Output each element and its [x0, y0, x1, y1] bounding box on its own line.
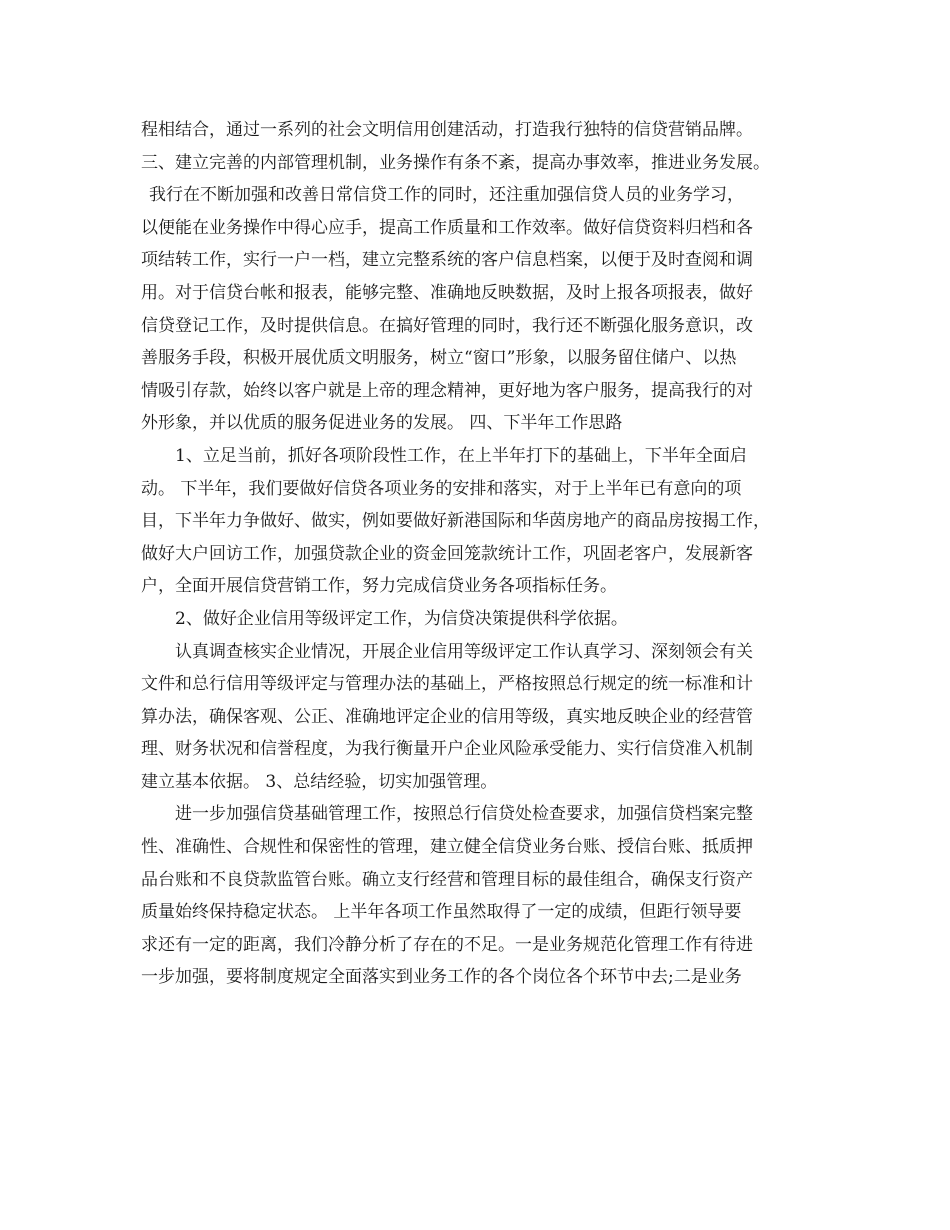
text-line: 外形象，并以优质的服务促进业务的发展。 四、下半年工作思路: [141, 413, 623, 434]
text-line: 建立基本依据。 3、总结经验，切实加强管理。: [141, 771, 498, 792]
text-line: 善服务手段，积极开展优质文明服务，树立“窗口”形象，以服务留住储户、以热: [141, 348, 737, 369]
text-line: 求还有一定的距离，我们冷静分析了存在的不足。一是业务规范化管理工作有待进: [141, 934, 753, 955]
text-line: 动。 下半年，我们要做好信贷各项业务的安排和落实，对于上半年已有意向的项: [141, 478, 742, 499]
text-line: 文件和总行信用等级评定与管理办法的基础上，严格按照总行规定的统一标准和计: [141, 674, 753, 695]
text-line: 一步加强，要将制度规定全面落实到业务工作的各个岗位各个环节中去;二是业务: [141, 967, 742, 988]
text-line: 项结转工作，实行一户一档，建立完整系统的客户信息档案，以便于及时查阅和调: [141, 250, 753, 271]
text-line: 三、建立完善的内部管理机制，业务操作有条不紊，提高办事效率，推进业务发展。: [141, 152, 770, 173]
text-line: 做好大户回访工作，加强贷款企业的资金回笼款统计工作，巩固老客户，发展新客: [141, 543, 753, 564]
text-line: 以便能在业务操作中得心应手，提高工作质量和工作效率。做好信贷资料归档和各: [141, 217, 753, 238]
text-line: 我行在不断加强和改善日常信贷工作的同时，还注重加强信贷人员的业务学习，: [149, 185, 744, 206]
text-line: 算办法，确保客观、公正、准确地评定企业的信用等级，真实地反映企业的经营管: [141, 706, 753, 727]
text-line: 认真调查核实企业情况，开展企业信用等级评定工作认真学习、深刻领会有关: [175, 641, 753, 662]
text-line: 性、准确性、合规性和保密性的管理，建立健全信贷业务台账、授信台账、抵质押: [141, 837, 753, 858]
text-line: 用。对于信贷台帐和报表，能够完整、准确地反映数据，及时上报各项报表，做好: [141, 282, 753, 303]
text-line: 理、财务状况和信誉程度，为我行衡量开户企业风险承受能力、实行信贷准入机制: [141, 739, 753, 760]
text-line: 信贷登记工作，及时提供信息。在搞好管理的同时，我行还不断强化服务意识，改: [141, 315, 753, 336]
text-line: 2、做好企业信用等级评定工作，为信贷决策提供科学依据。: [175, 608, 628, 629]
text-line: 1、立足当前，抓好各项阶段性工作，在上半年打下的基础上，下半年全面启: [175, 445, 747, 466]
text-line: 户，全面开展信贷营销工作，努力完成信贷业务各项指标任务。: [141, 576, 617, 597]
document-body: [141, 114, 831, 994]
text-line: 质量始终保持稳定状态。 上半年各项工作虽然取得了一定的成绩，但距行领导要: [141, 902, 742, 923]
text-line: 程相结合，通过一系列的社会文明信用创建活动，打造我行独特的信贷营销品牌。: [141, 120, 753, 140]
text-line: 品台账和不良贷款监管台账。确立支行经营和管理目标的最佳组合，确保支行资产: [141, 869, 753, 890]
text-line: 情吸引存款，始终以客户就是上帝的理念精神，更好地为客户服务，提高我行的对: [141, 380, 753, 401]
text-line: 目，下半年力争做好、做实，例如要做好新港国际和华茵房地产的商品房按揭工作，: [141, 511, 770, 532]
text-line: 进一步加强信贷基础管理工作，按照总行信贷处检查要求，加强信贷档案完整: [175, 804, 753, 825]
